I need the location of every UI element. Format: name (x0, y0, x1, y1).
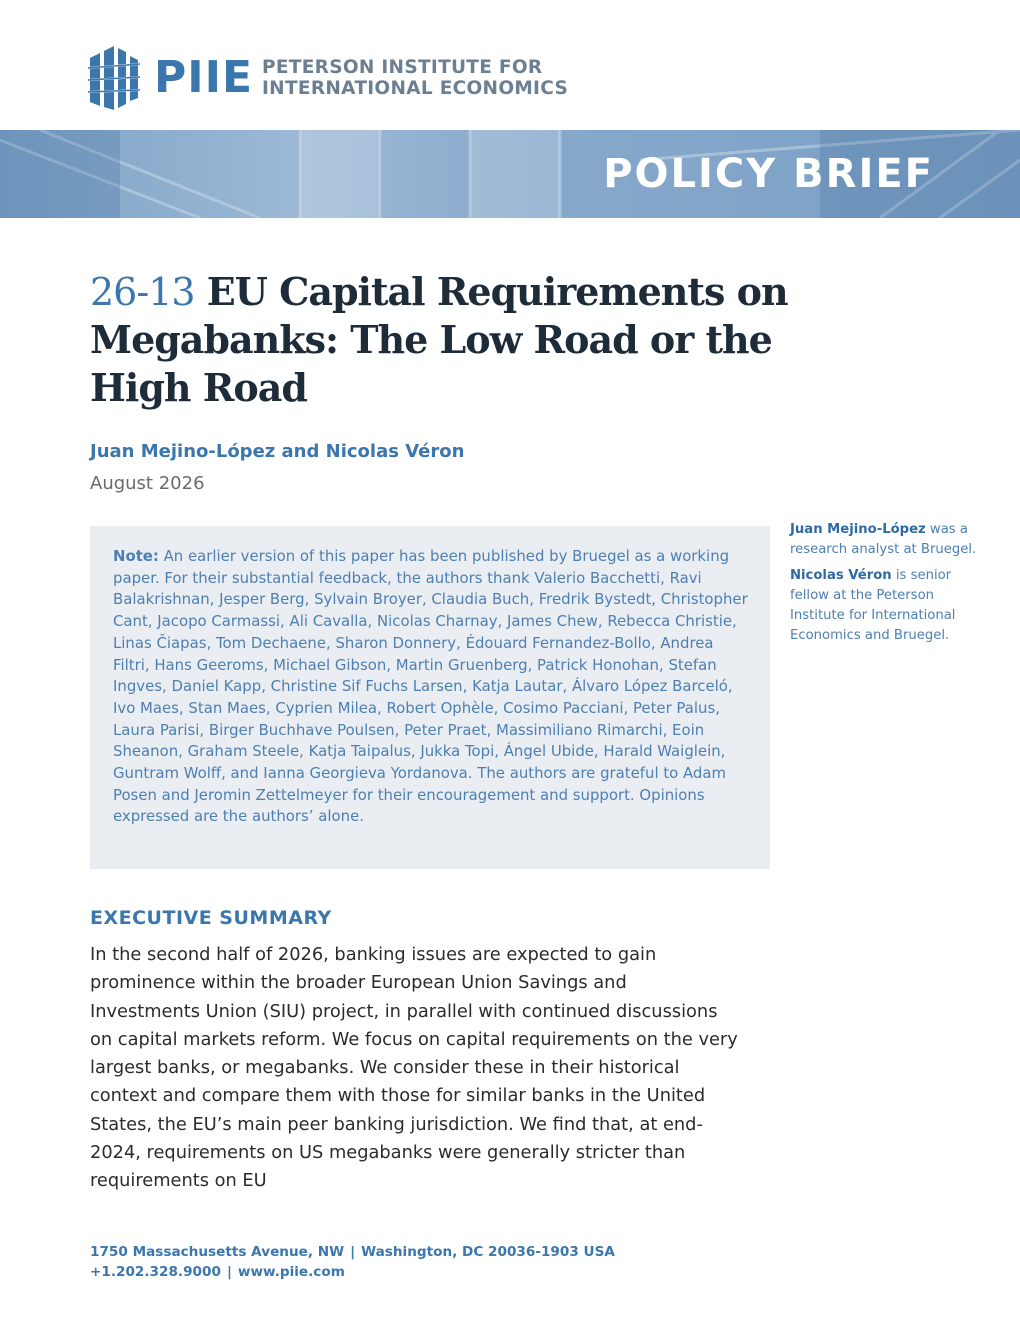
note-text-block (113, 546, 748, 828)
author-bio (790, 520, 980, 560)
author-bio-text: is senior fellow at the Peterson Institute for International Economics and Bruegel. (790, 568, 956, 643)
logo-name-line2: INTERNATIONAL ECONOMICS (262, 78, 569, 99)
executive-summary-heading: EXECUTIVE SUMMARY (90, 907, 332, 929)
footer-phone[interactable]: +1.202.328.9000 (90, 1264, 221, 1280)
title-line-1: EU Capital Requirements on (194, 269, 788, 314)
brief-number: 26-13 (90, 270, 195, 314)
policy-brief-banner (0, 130, 1020, 218)
note-label: Note: (113, 547, 159, 565)
footer-city: Washington, DC 20036-1903 USA (361, 1244, 615, 1260)
footer-website-link[interactable]: www.piie.com (237, 1264, 345, 1280)
title-line-2: Megabanks: The Low Road or the (90, 317, 772, 362)
executive-summary-body: In the second half of 2026, banking issues are expected to gain prominence within the broader European Union Savings and Investments Union (SIU) project, in parallel with continued discussions on capital markets reform. We focus on capital requirements on the very largest banks, or megabanks. We consider these in their historical context and compare them with those for similar banks in the United States, the EU’s main peer banking jurisdiction. We find that, at end-2024, requirements on US megabanks were generally stricter than requirements on EU (90, 944, 738, 1192)
author-bio (790, 566, 980, 646)
footer-address: 1750 Massachusetts Avenue, NW (90, 1244, 345, 1260)
note-text: An earlier version of this paper has been published by Bruegel as a working paper. For their substantial feedback, the authors thank Valerio Bacchetti, Ravi Balakrishnan, Jesper Berg, Sylvain Broyer, Claudia Buch, Fredrik Bystedt, Christopher Cant, Jacopo Carmassi, Ali Cavalla, Nicolas Charnay, James Chew, Rebecca Christie, Linas Čiapas, Tom Dechaene, Sharon Donnery, Édouard Fernandez-Bollo, Andrea Filtri, Hans Geeroms, Michael Gibson, Martin Gruenberg, Patrick Honohan, Stefan Ingves, Daniel Kapp, Christine Sif Fuchs Larsen, Katja Lautar, Álvaro López Barceló, Ivo Maes, Stan Maes, Cyprien Milea, Robert Ophèle, Cosimo Pacciani, Peter Palus, Laura Parisi, Birger Buchhave Poulsen, Peter Praet, Massimiliano Rimarchi, Eoin Sheanon, Graham Steele, Katja Taipalus, Jukka Topi, Ángel Ubide, Harald Waiglein, Guntram Wolff, and Ianna Georgieva Yordanova. The authors are grateful to Adam Posen and Jeromin Zettelmeyer for their encouragement and support. Opinions expressed are the authors’ alone. (113, 547, 748, 826)
author-bio-text: was a research analyst at Bruegel. (790, 522, 977, 557)
author-name: Nicolas Véron (790, 568, 892, 583)
footer-separator: | (226, 1264, 232, 1280)
footer-separator: | (350, 1244, 356, 1260)
author-name: Juan Mejino-López (790, 522, 926, 537)
page-title (90, 268, 790, 412)
piie-logo[interactable] (88, 44, 688, 112)
acknowledgements-note (90, 526, 770, 869)
logo-abbreviation: PIIE (154, 52, 254, 103)
footer-contact (90, 1242, 615, 1282)
title-line-3: High Road (90, 365, 307, 410)
logo-institution-name (262, 57, 568, 99)
logo-name-line1: PETERSON INSTITUTE FOR (262, 57, 543, 78)
building-grid-icon (88, 44, 140, 112)
banner-label: POLICY BRIEF (603, 151, 934, 197)
footer-address-line (90, 1242, 615, 1262)
footer-contact-line (90, 1262, 615, 1282)
publication-date: August 2026 (90, 473, 205, 494)
author-bios (790, 520, 980, 652)
byline-authors: Juan Mejino-López and Nicolas Véron (90, 441, 465, 462)
